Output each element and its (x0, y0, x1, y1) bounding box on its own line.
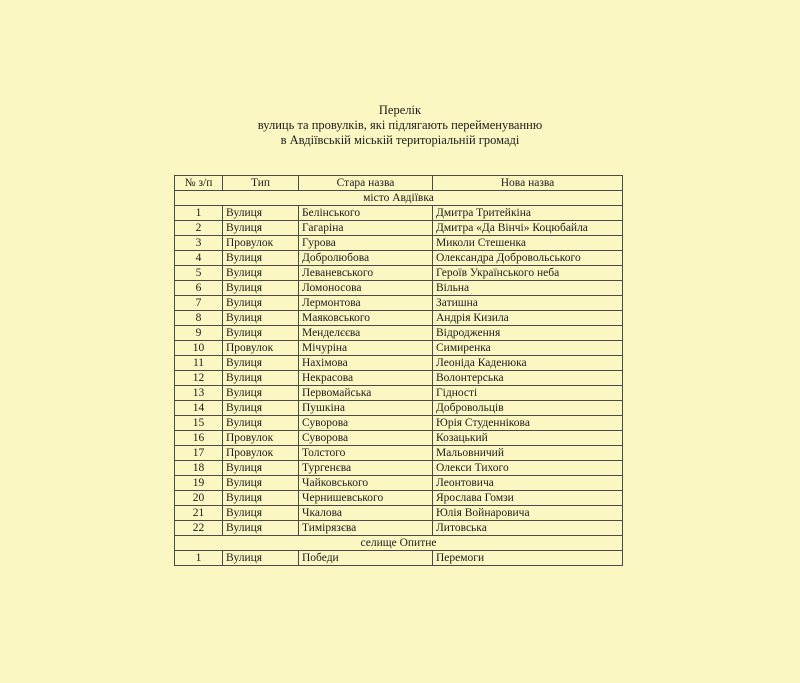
table-row (175, 251, 623, 266)
row-number: 5 (175, 266, 223, 281)
row-number: 12 (175, 371, 223, 386)
row-type: Вулиця (223, 551, 299, 566)
row-type: Вулиця (223, 206, 299, 221)
row-new-name: Волонтерська (433, 371, 623, 386)
table-row (175, 371, 623, 386)
row-new-name: Юрія Студеннікова (433, 416, 623, 431)
row-type: Вулиця (223, 491, 299, 506)
row-new-name: Козацький (433, 431, 623, 446)
row-type: Вулиця (223, 521, 299, 536)
row-new-name: Перемоги (433, 551, 623, 566)
row-number: 3 (175, 236, 223, 251)
row-old-name: Леваневського (299, 266, 433, 281)
row-type: Вулиця (223, 461, 299, 476)
table-row (175, 386, 623, 401)
heading-line: Перелік (378, 103, 422, 117)
row-old-name: Маяковського (299, 311, 433, 326)
row-number: 8 (175, 311, 223, 326)
row-old-name: Тургенєва (299, 461, 433, 476)
table-row (175, 341, 623, 356)
row-new-name: Ярослава Гомзи (433, 491, 623, 506)
row-old-name: Гагаріна (299, 221, 433, 236)
table-header-row (175, 176, 623, 191)
row-old-name: Чернишевського (299, 491, 433, 506)
row-number: 18 (175, 461, 223, 476)
table-row (175, 236, 623, 251)
row-new-name: Олександра Добровольського (433, 251, 623, 266)
row-number: 14 (175, 401, 223, 416)
row-number: 19 (175, 476, 223, 491)
row-number: 20 (175, 491, 223, 506)
row-new-name: Вільна (433, 281, 623, 296)
table-row (175, 551, 623, 566)
row-type: Вулиця (223, 416, 299, 431)
section-title: місто Авдіївка (175, 191, 623, 206)
row-type: Вулиця (223, 401, 299, 416)
table-row (175, 311, 623, 326)
row-old-name: Менделєєва (299, 326, 433, 341)
row-type: Вулиця (223, 476, 299, 491)
row-type: Вулиця (223, 296, 299, 311)
section-row (175, 536, 623, 551)
row-type: Провулок (223, 236, 299, 251)
table-row (175, 281, 623, 296)
row-type: Провулок (223, 446, 299, 461)
row-old-name: Пушкіна (299, 401, 433, 416)
table-row (175, 461, 623, 476)
row-old-name: Гурова (299, 236, 433, 251)
row-number: 11 (175, 356, 223, 371)
row-type: Вулиця (223, 371, 299, 386)
row-new-name: Мальовничий (433, 446, 623, 461)
row-new-name: Леонтовича (433, 476, 623, 491)
table-body (175, 191, 623, 566)
row-type: Провулок (223, 431, 299, 446)
table-row (175, 356, 623, 371)
row-new-name: Юлія Войнаровича (433, 506, 623, 521)
row-new-name: Миколи Стешенка (433, 236, 623, 251)
row-new-name: Андрія Кизила (433, 311, 623, 326)
table-row (175, 521, 623, 536)
row-old-name: Добролюбова (299, 251, 433, 266)
row-number: 17 (175, 446, 223, 461)
row-old-name: Нахімова (299, 356, 433, 371)
row-number: 1 (175, 551, 223, 566)
row-type: Вулиця (223, 356, 299, 371)
row-new-name: Відродження (433, 326, 623, 341)
header-type: Тип (223, 176, 299, 191)
row-old-name: Суворова (299, 431, 433, 446)
row-type: Вулиця (223, 221, 299, 236)
row-type: Вулиця (223, 266, 299, 281)
row-old-name: Чайковського (299, 476, 433, 491)
row-new-name: Леоніда Каденюка (433, 356, 623, 371)
table-row (175, 221, 623, 236)
row-old-name: Суворова (299, 416, 433, 431)
row-new-name: Дмитра «Да Вінчі» Коцюбайла (433, 221, 623, 236)
row-old-name: Чкалова (299, 506, 433, 521)
row-old-name: Лермонтова (299, 296, 433, 311)
row-type: Вулиця (223, 386, 299, 401)
section-title: селище Опитне (175, 536, 623, 551)
row-new-name: Затишна (433, 296, 623, 311)
row-old-name: Победи (299, 551, 433, 566)
row-new-name: Олекси Тихого (433, 461, 623, 476)
heading-line: вулиць та провулків, які підлягають перейменуванню (257, 118, 543, 132)
row-old-name: Тимірязєва (299, 521, 433, 536)
row-old-name: Ломоносова (299, 281, 433, 296)
row-old-name: Мічуріна (299, 341, 433, 356)
row-number: 4 (175, 251, 223, 266)
row-number: 9 (175, 326, 223, 341)
row-number: 1 (175, 206, 223, 221)
row-type: Вулиця (223, 251, 299, 266)
row-new-name: Добровольців (433, 401, 623, 416)
row-type: Провулок (223, 341, 299, 356)
row-new-name: Гідності (433, 386, 623, 401)
row-number: 2 (175, 221, 223, 236)
row-type: Вулиця (223, 281, 299, 296)
row-type: Вулиця (223, 506, 299, 521)
section-row (175, 191, 623, 206)
table-row (175, 431, 623, 446)
table-row (175, 326, 623, 341)
header-number: № з/п (175, 176, 223, 191)
row-old-name: Толстого (299, 446, 433, 461)
row-old-name: Белінського (299, 206, 433, 221)
table-row (175, 416, 623, 431)
table-row (175, 401, 623, 416)
row-new-name: Героїв Українського неба (433, 266, 623, 281)
document-heading (0, 103, 800, 148)
row-number: 21 (175, 506, 223, 521)
row-old-name: Некрасова (299, 371, 433, 386)
row-new-name: Литовська (433, 521, 623, 536)
row-number: 13 (175, 386, 223, 401)
table-row (175, 506, 623, 521)
table-row (175, 491, 623, 506)
row-new-name: Дмитра Тритейкіна (433, 206, 623, 221)
table-row (175, 476, 623, 491)
header-old-name: Стара назва (299, 176, 433, 191)
row-number: 7 (175, 296, 223, 311)
streets-table (174, 175, 623, 566)
row-number: 10 (175, 341, 223, 356)
table-row (175, 446, 623, 461)
row-new-name: Симиренка (433, 341, 623, 356)
row-type: Вулиця (223, 326, 299, 341)
row-number: 16 (175, 431, 223, 446)
table-row (175, 206, 623, 221)
table-row (175, 296, 623, 311)
row-type: Вулиця (223, 311, 299, 326)
header-new-name: Нова назва (433, 176, 623, 191)
heading-line: в Авдіївській міській територіальній громаді (280, 133, 520, 147)
row-number: 22 (175, 521, 223, 536)
row-number: 15 (175, 416, 223, 431)
table-row (175, 266, 623, 281)
row-number: 6 (175, 281, 223, 296)
row-old-name: Первомайська (299, 386, 433, 401)
